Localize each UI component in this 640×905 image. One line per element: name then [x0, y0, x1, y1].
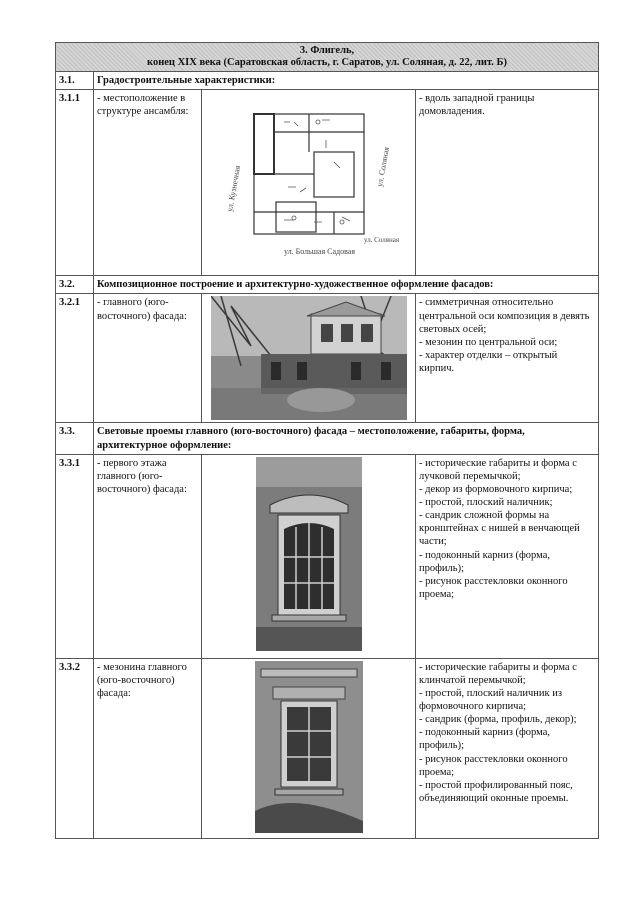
title-line-2: конец XIX века (Саратовская область, г. Саратов, ул. Соляная, д. 22, лит. Б) — [147, 57, 507, 69]
row-description: - вдоль западной границы домовладения. — [416, 90, 599, 276]
title-line-1: 3. Флигель, — [299, 45, 355, 56]
row-number: 3.1.1 — [56, 90, 94, 276]
table-row — [56, 294, 599, 423]
window-photo-cell-2 — [202, 658, 416, 838]
section-number: 3.2. — [56, 276, 94, 294]
section-head-3-3 — [56, 423, 599, 454]
title-row — [56, 43, 599, 72]
row-number: 3.2.1 — [56, 294, 94, 423]
facade-photo — [211, 296, 407, 420]
section-title: Композиционное построение и архитектурно-художественное оформление фасадов: — [94, 276, 599, 294]
row-label: - первого этажа главного (юго-восточного) фасада: — [94, 454, 202, 658]
section-head-3-2 — [56, 276, 599, 294]
row-number: 3.3.2 — [56, 658, 94, 838]
row-label: - главного (юго-восточного) фасада: — [94, 294, 202, 423]
site-plan-cell — [202, 90, 416, 276]
row-description: - исторические габариты и форма с клинчатой перемычкой; - простой, плоский наличник из формовочного кирпича; - сандрик (форма, профиль, декор); - подоконный карниз (форма, профиль); - рисунок расстекловки оконного проема; - простой профилированный пояс, объединяющий оконные проемы. — [416, 658, 599, 838]
section-number: 3.1. — [56, 72, 94, 90]
row-label: - местоположение в структуре ансамбля: — [94, 90, 202, 276]
window-photo-first-floor — [256, 457, 362, 651]
facade-photo-cell — [202, 294, 416, 423]
table-row — [56, 90, 599, 276]
window-photo-cell-1 — [202, 454, 416, 658]
site-plan-drawing — [214, 92, 404, 272]
table-row — [56, 658, 599, 838]
section-head-3-1 — [56, 72, 599, 90]
document-title — [56, 43, 599, 72]
row-number: 3.3.1 — [56, 454, 94, 658]
plan-label-right: ул. Соляная — [374, 146, 391, 188]
window-photo-mezzanine — [255, 661, 363, 833]
document-table — [55, 42, 599, 839]
plan-label-bottom: ул. Большая Садовая — [283, 247, 355, 257]
row-description: - симметричная относительно центральной оси композиция в девять световых осей; - мезонин по центральной оси; - характер отделки – открытый кирпич. — [416, 294, 599, 423]
row-label: - мезонина главного (юго-восточного) фасада: — [94, 658, 202, 838]
section-title: Световые проемы главного (юго-восточного) фасада – местоположение, габариты, форма, архитектурное оформление: — [94, 423, 599, 454]
plan-label-left: ул. Кузнечная — [224, 165, 242, 213]
section-title: Градостроительные характеристики: — [94, 72, 599, 90]
section-number: 3.3. — [56, 423, 94, 454]
row-description: - исторические габариты и форма с лучковой перемычкой; - декор из формовочного кирпича; - простой, плоский наличник; - сандрик сложной формы на кронштейнах с нишей в венчающей части; - подоконный карниз (форма, профиль); - рисунок расстекловки оконного проема; — [416, 454, 599, 658]
table-row — [56, 454, 599, 658]
plan-label-corner: ул. Соляная — [363, 236, 399, 245]
